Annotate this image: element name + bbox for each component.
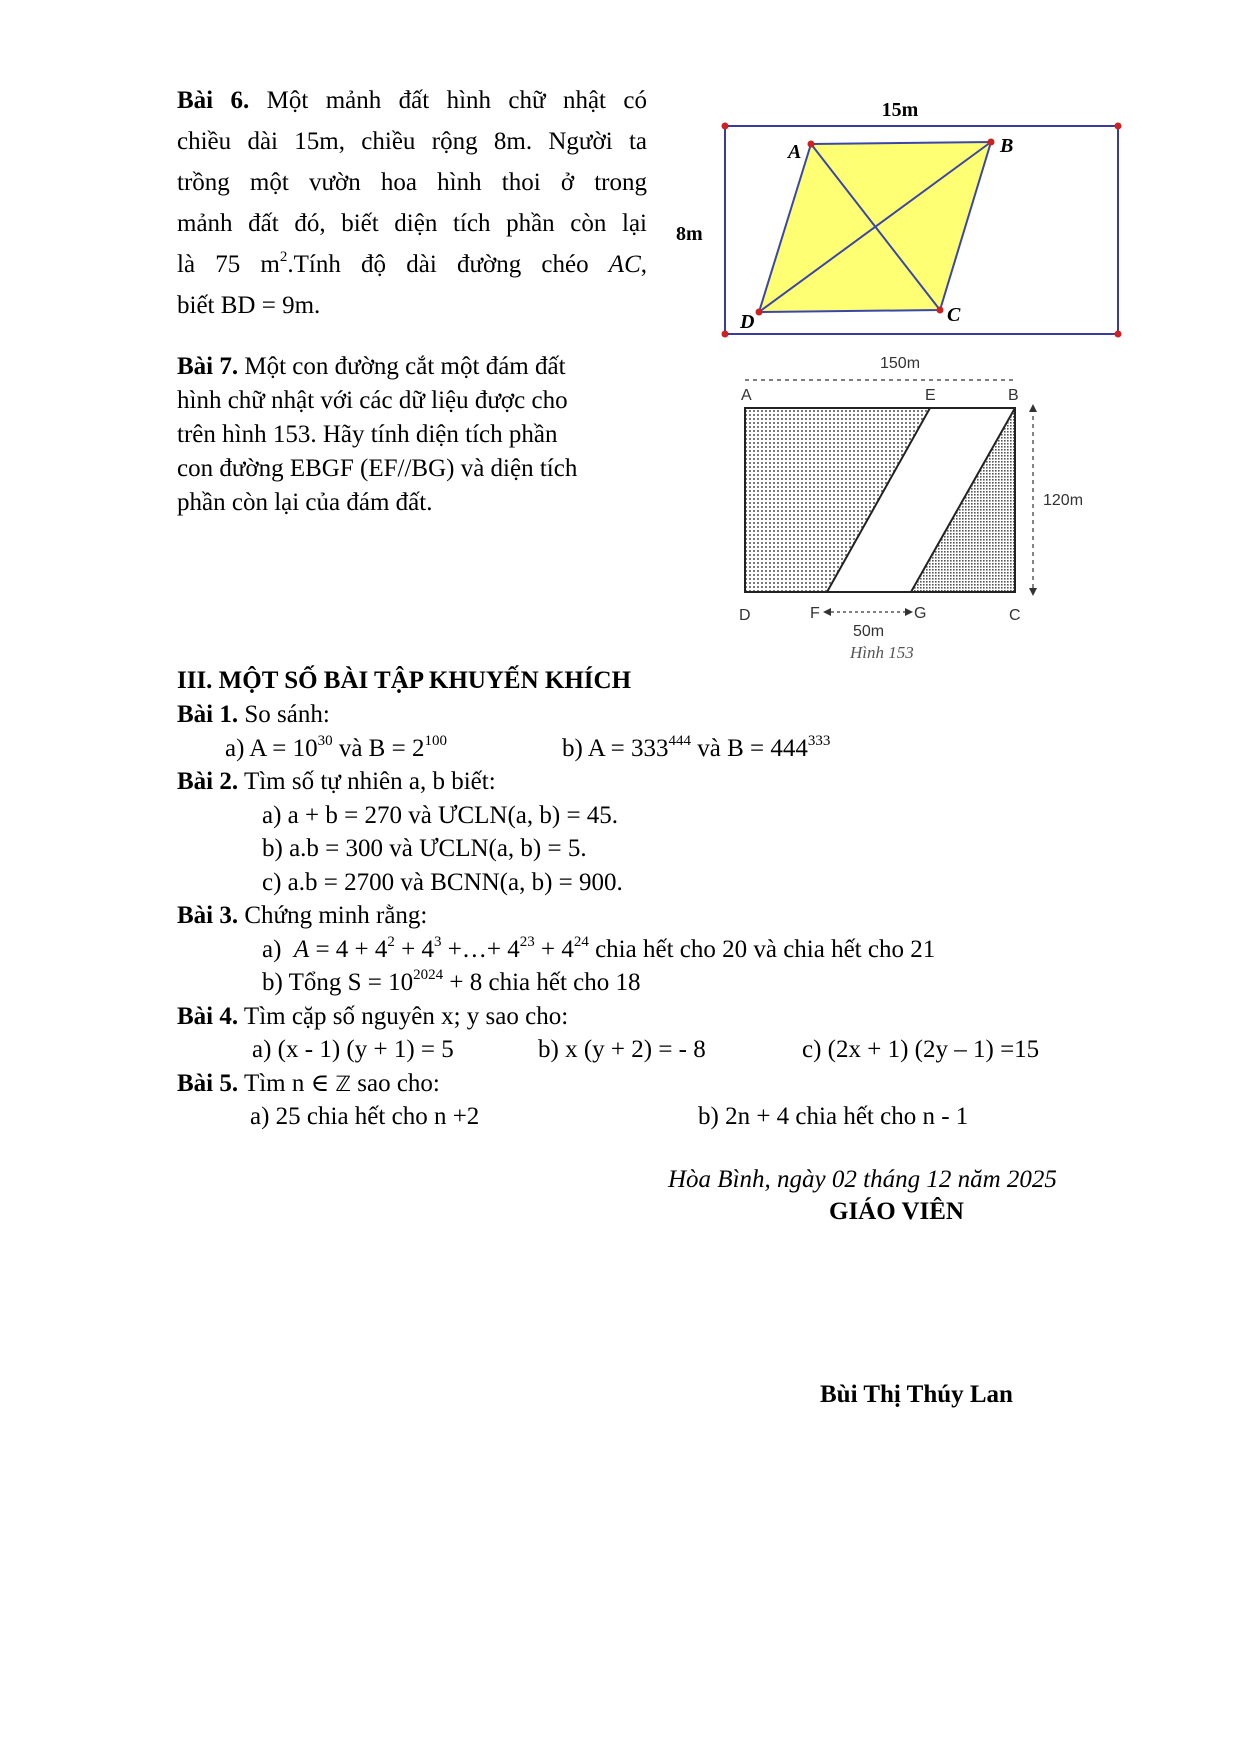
b4-part-b: b) x (y + 2) = - 8 <box>538 1036 706 1063</box>
point-label-b: B <box>1008 387 1019 404</box>
vertex-label-a: A <box>788 141 802 163</box>
b2-heading: Bài 2. Tìm số tự nhiên a, b biết: <box>177 768 496 795</box>
bai7-line1: Bài 7. Một con đường cắt một đám đất <box>177 353 566 380</box>
sign-place-date: Hòa Bình, ngày 02 tháng 12 năm 2025 <box>668 1166 1057 1193</box>
b5-heading: Bài 5. Tìm n ∈ ℤ sao cho: <box>177 1070 440 1097</box>
b2-part-c: c) a.b = 2700 và BCNN(a, b) = 900. <box>262 869 623 896</box>
bai6-text <box>177 80 647 326</box>
bai7-line4: con đường EBGF (EF//BG) và diện tích <box>177 455 578 482</box>
vertex-label-c: C <box>947 304 961 326</box>
corner-dot <box>1115 123 1122 130</box>
road-arrow-left <box>823 608 831 616</box>
b5-part-b: b) 2n + 4 chia hết cho n - 1 <box>698 1103 969 1130</box>
b5-part-a: a) 25 chia hết cho n +2 <box>250 1103 480 1130</box>
point-label-d: D <box>739 607 751 624</box>
bai6-line2: chiều dài 15m, chiều rộng 8m. Người ta <box>177 128 647 155</box>
figure-caption: Hình 153 <box>850 643 914 662</box>
fig6-top-label: 15m <box>881 99 919 121</box>
vertex-dot-d <box>756 309 763 316</box>
b1-part-a: a) $A = 10^{30}$ và $B = 2^{100}$ <box>225 732 447 762</box>
fig7-road-label: 50m <box>853 623 885 640</box>
sign-name: Bùi Thị Thúy Lan <box>820 1381 1013 1408</box>
fig7-width-label: 150m <box>880 355 921 372</box>
bai6-line1: Bài 6. Một mảnh đất hình chữ nhật có <box>177 87 647 114</box>
b4-heading: Bài 4. Tìm cặp số nguyên x; y sao cho: <box>177 1003 569 1030</box>
point-label-e: E <box>925 387 936 404</box>
fig7-height-label: 120m <box>1043 492 1084 509</box>
rhombus-figure <box>676 90 1140 350</box>
b4-part-a: a) (x - 1) (y + 1) = 5 <box>252 1036 454 1063</box>
vertex-dot-b <box>988 139 995 146</box>
bai6-line5: là 75 $m^2.Tính$ độ dài đường chéo AC, <box>177 248 647 278</box>
road-figure <box>725 350 1125 662</box>
height-arrow-bottom <box>1029 588 1037 596</box>
left-land-region <box>745 408 930 592</box>
b3-heading: Bài 3. Chứng minh rằng: <box>177 902 428 929</box>
bai7-line3: trên hình 153. Hãy tính diện tích phần <box>177 421 558 448</box>
corner-dot <box>1115 331 1122 338</box>
vertex-label-d: D <box>740 311 755 333</box>
corner-dot <box>722 331 729 338</box>
bai6-line3: trồng một vườn hoa hình thoi ở trong <box>177 169 647 196</box>
point-label-f: F <box>810 605 820 622</box>
vertex-dot-a <box>808 141 815 148</box>
road-arrow-right <box>905 608 913 616</box>
fig6-left-label: 8m <box>676 223 703 245</box>
vertex-dot-c <box>937 307 944 314</box>
b2-part-a: a) a + b = 270 và ƯCLN(a, b) = 45. <box>262 802 619 829</box>
b4-part-c: c) (2x + 1) (2y – 1) =15 <box>802 1036 1040 1063</box>
sign-role: GIÁO VIÊN <box>829 1198 964 1225</box>
point-label-g: G <box>914 605 927 622</box>
height-arrow-top <box>1029 404 1037 412</box>
b3-part-a: a) $A = 4 + 4^2 + 4^3$ +…+ $4^{23} + 4^{24}$ chia hết cho 20 và chia hết cho 21 <box>262 933 936 963</box>
section-title: III. MỘT SỐ BÀI TẬP KHUYẾN KHÍCH <box>177 667 632 694</box>
point-label-c: C <box>1009 607 1021 624</box>
bai7-text <box>177 350 657 520</box>
bai7-line5: phần còn lại của đám đất. <box>177 489 433 516</box>
b3-part-b: b) Tổng $S = 10^{2024} + 8$ chia hết cho 18 <box>262 966 641 996</box>
point-label-a: A <box>741 387 752 404</box>
bai7-line2: hình chữ nhật với các dữ liệu được cho <box>177 387 568 414</box>
bai6-line4: mảnh đất đó, biết diện tích phần còn lại <box>177 210 647 237</box>
b1-part-b: b) $A = 333^{444}$ và $B = 444^{333}$ <box>562 732 831 762</box>
bai6-line6: biết BD = 9m. <box>177 292 321 319</box>
b1-heading: Bài 1. So sánh: <box>177 701 330 728</box>
b2-part-b: b) a.b = 300 và ƯCLN(a, b) = 5. <box>262 835 587 862</box>
corner-dot <box>722 123 729 130</box>
vertex-label-b: B <box>1000 135 1014 157</box>
